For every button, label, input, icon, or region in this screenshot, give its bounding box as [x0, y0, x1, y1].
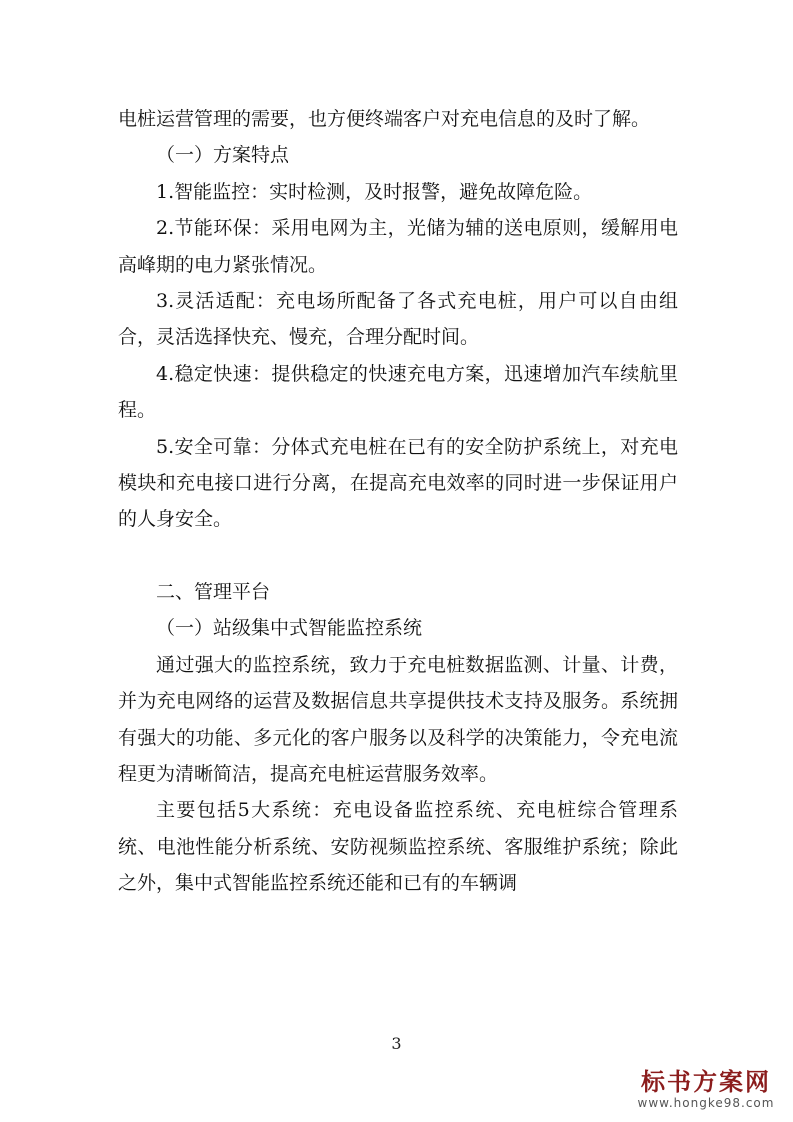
subsection-heading-monitoring: （一）站级集中式智能监控系统 — [156, 617, 423, 640]
paragraph-monitoring-intro: 通过强大的监控系统，致力于充电桩数据监测、计量、计费，并为充电网络的运营及数据信息共享提供技术支持及服务。系统拥有强大的功能、多元化的客户服务以及科学的决策能力，令充电流程更为清晰简洁，提高充电桩运营服务效率。 — [118, 653, 678, 785]
watermark-title: 标书方案网 — [641, 1068, 771, 1096]
section-heading-platform: 二、管理平台 — [156, 580, 271, 603]
document-body — [118, 101, 678, 902]
feature-item-2: 2.节能环保：采用电网为主，光储为辅的送电原则，缓解用电高峰期的电力紧张情况。 — [118, 217, 678, 276]
page-number: 3 — [391, 1034, 402, 1053]
section-heading-features: （一）方案特点 — [156, 144, 290, 167]
paragraph-systems-list: 主要包括5大系统：充电设备监控系统、充电桩综合管理系统、电池性能分析系统、安防视频监控系统、客服维护系统；除此之外，集中式智能监控系统还能和已有的车辆调 — [118, 799, 678, 895]
feature-item-3: 3.灵活适配：充电场所配备了各式充电桩，用户可以自由组合，灵活选择快充、慢充，合理分配时间。 — [118, 290, 678, 349]
section-gap — [118, 538, 678, 574]
watermark-url: www.hongke98.com — [637, 1096, 775, 1110]
watermark-logo — [631, 1068, 781, 1110]
feature-item-5: 5.安全可靠：分体式充电桩在已有的安全防护系统上，对充电模块和充电接口进行分离，在提高充电效率的同时进一步保证用户的人身安全。 — [118, 435, 678, 531]
feature-item-1: 1.智能监控：实时检测，及时报警，避免故障危险。 — [156, 180, 593, 203]
feature-item-4: 4.稳定快速：提供稳定的快速充电方案，迅速增加汽车续航里程。 — [118, 362, 678, 422]
paragraph-continuation: 电桩运营管理的需要，也方便终端客户对充电信息的及时了解。 — [118, 108, 651, 130]
